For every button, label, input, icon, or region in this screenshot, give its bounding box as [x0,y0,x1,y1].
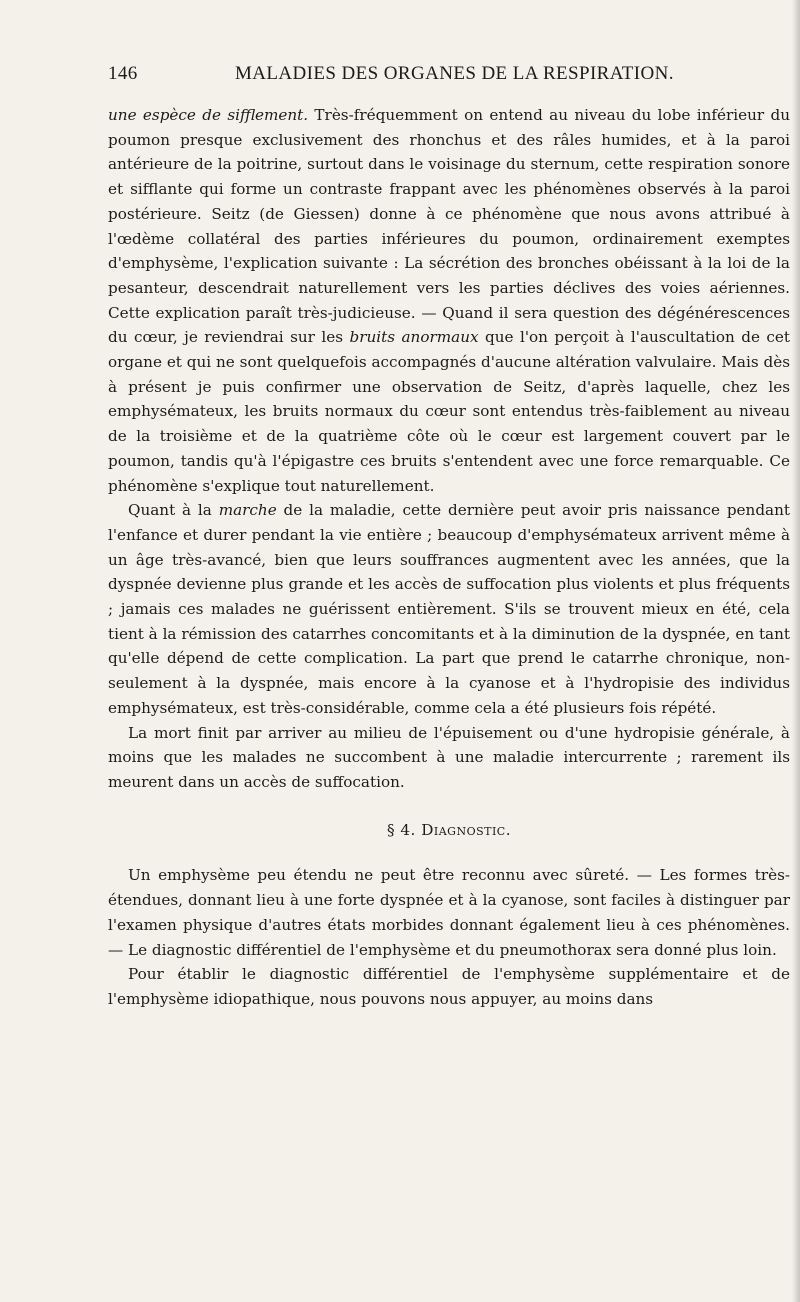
paragraph-1-text-a: Très-fréquemment on entend au niveau du lobe inférieur du poumon presque exclusivement des rhonchus et des râles humides, et à la paroi antérieure de la poitrine, surtout dans le voisinage du sternum, cette respiration sonore et sifflante qui forme un contraste frappant avec les phénomènes observés à la paroi postérieure. Seitz (de Giessen) donne à ce phénomène que nous avons attribué à l'œdème collatéral des parties inférieures du poumon, ordinairement exemptes d'emphysème, l'explication suivante : La sécrétion des bronches obéissant à la loi de la pesanteur, descendrait naturellement vers les parties déclives des voies aériennes. Cette explication paraît très-judicieuse. — Quand il sera question des dégénérescences du cœur, je reviendrai sur les [108,106,790,347]
paragraph-2-italic: marche [218,501,277,520]
page-edge-shadow [792,0,800,1302]
paragraph-5: Pour établir le diagnostic différentiel de l'emphysème supplémentaire et de l'emphysème idiopathique, nous pouvons nous appuyer, au moins dans [108,965,790,1008]
paragraph-1-lead-italic: une espèce de sifflement. [108,106,309,124]
paragraph-3: La mort finit par arriver au milieu de l'épuisement ou d'une hydropisie générale, à moins que les malades ne succombent à une maladie intercurrente ; rarement ils meurent dans un accès de suffocation. [108,723,790,791]
running-title: MALADIES DES ORGANES DE LA RESPIRATION. [235,63,674,84]
section-heading [108,818,790,843]
running-header [108,63,738,93]
paragraph-1-italic-mid: bruits anormaux [349,328,479,347]
paragraph-2-text-a: Quant à la [128,501,219,520]
page-number: 146 [108,63,138,84]
body-text [108,103,790,1012]
paragraph-2-text-b: de la maladie, cette dernière peut avoir pris naissance pendant l'enfance et durer pendant la vie entière ; beaucoup d'emphysémateux arrivent même à un âge très-avancé, bien que leurs souffrances augmentent avec les années, que la dyspnée devienne plus grande et les accès de suffocation plus violents et plus fréquents ; jamais ces malades ne guérissent entièrement. S'ils se trouvent mieux en été, cela tient à la rémission des catarrhes concomitants et à la diminution de la dyspnée, en tant qu'elle dépend de cette complication. La part que prend le catarrhe chronique, non-seulement à la dyspnée, mais encore à la cyanose et à l'hydropisie des individus emphysémateux, est très-considérable, comme cela a été plusieurs fois répété. [108,501,790,717]
paragraph-1-text-b: que l'on perçoit à l'auscultation de cet organe et qui ne sont quelquefois accompagnés d'aucune altération valvulaire. Mais dès à présent je puis confirmer une observation de Seitz, d'après laquelle, chez les emphysémateux, les bruits normaux du cœur sont entendus très-faiblement au niveau de la troisième et de la quatrième côte où le cœur est largement couvert par le poumon, tandis qu'à l'épigastre ces bruits s'entendent avec une force remarquable. Ce phénomène s'explique tout naturellement. [108,328,791,495]
section-title: Diagnostic. [421,820,512,839]
paragraph-2 [108,498,790,720]
paragraph-4: Un emphysème peu étendu ne peut être reconnu avec sûreté. — Les formes très-étendues, donnant lieu à une forte dyspnée et à la cyanose, sont faciles à distinguer par l'examen physique d'autres états morbides donnant également lieu à ces phénomènes. — Le diagnostic différentiel de l'emphysème et du pneumothorax sera donné plus loin. [108,866,790,959]
section-number: § 4. [386,820,416,839]
paragraph-1 [108,103,790,498]
